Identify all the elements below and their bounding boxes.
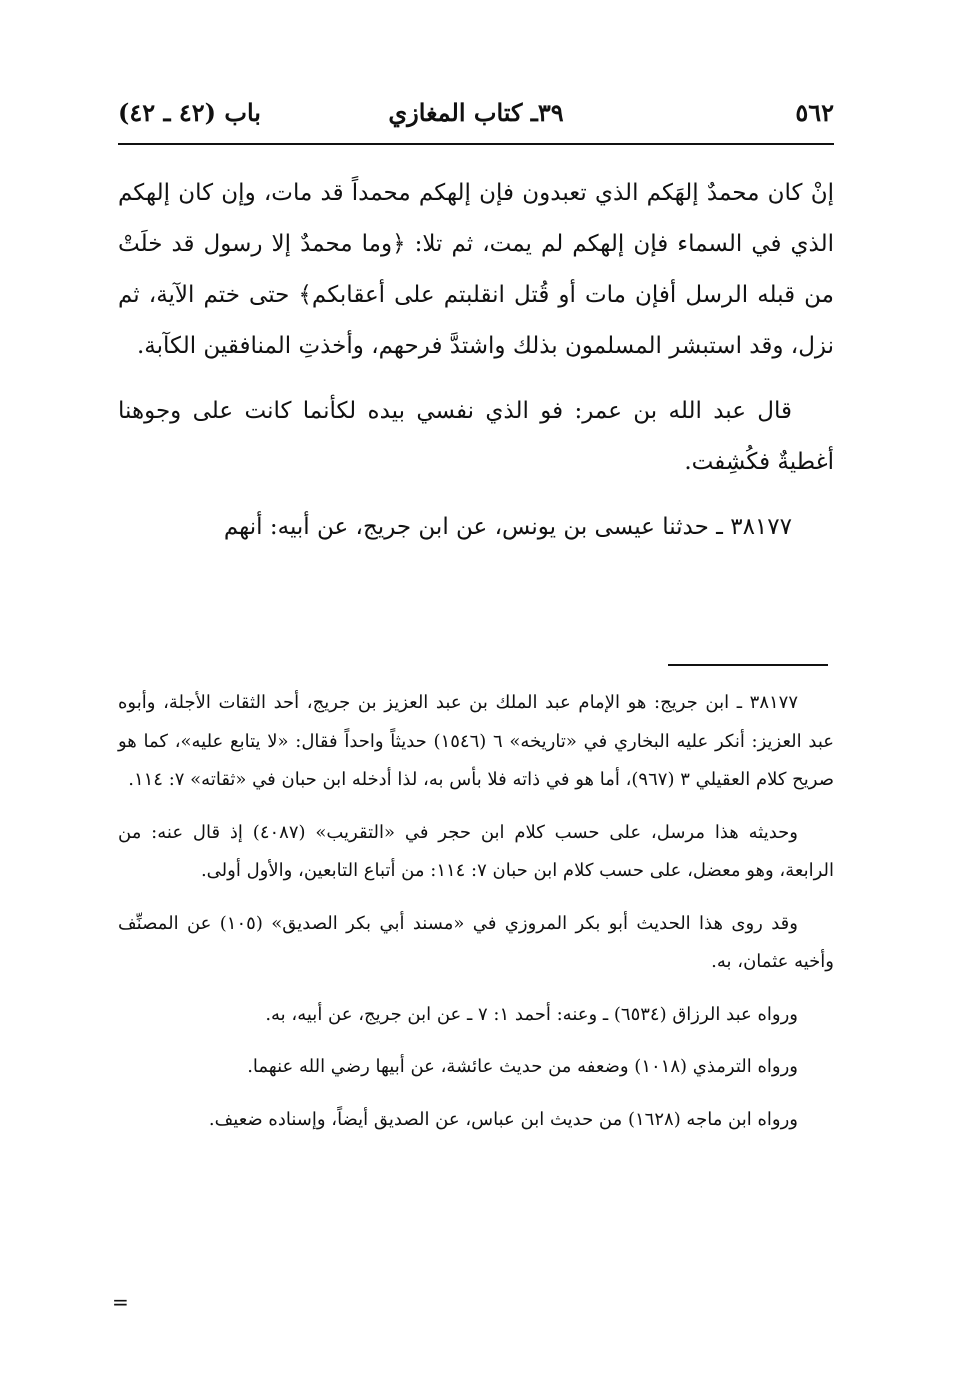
footnote-paragraph: ورواه عبد الرزاق (٦٥٣٤) ـ وعنه: أحمد ١: ٧ ـ عن ابن جريج، عن أبيه، به. — [265, 1003, 798, 1025]
footnote-paragraph: ورواه ابن ماجه (١٦٢٨) من حديث ابن عباس، عن الصديق أيضاً، وإسناده ضعيف. — [208, 1108, 798, 1130]
footnote-paragraph: ورواه الترمذي (١٠١٨) وضعفه من حديث عائشة، عن أبيها رضي الله عنهما. — [247, 1056, 798, 1077]
book-title: ٣٩ـ كتاب المغازي — [388, 98, 564, 127]
main-text — [118, 168, 834, 553]
header-rule — [118, 143, 834, 145]
footnotes — [118, 684, 834, 1153]
main-paragraph: إنْ كان محمدٌ إلهَكم الذي تعبدون فإن إلهكم محمداً قد مات، وإن كان إلهكم الذي في السماء فإن إلهكم لم يمت، ثم تلا: ﴿وما محمدٌ إلا رسول قد خلَتْ من قبله الرسل أفإن مات أو قُتل انقلبتم على أعقابكم﴾ حتى ختم الآية، ثم نزل، وقد استبشر المسلمون بذلك واشتدَّ فرحهم، وأخذتِ المنافقين الكآبة. — [118, 180, 834, 359]
footnote-paragraph: ٣٨١٧٧ ـ ابن جريج: هو الإمام عبد الملك بن عبد العزيز بن جريج، أحد الثقات الأجلة، وأبوه عبد العزيز: أنكر عليه البخاري في «تاريخه» ٦ (١٥٤٦) حديثاً واحداً فقال: «لا يتابع عليه»، كما هو صريح كلام العقيلي ٣ (٩٦٧)، أما هو في ذاته فلا بأس به، لذا أدخله ابن حبان في «ثقاته» ٧: ١١٤. — [118, 692, 834, 790]
running-header — [118, 98, 834, 134]
continuation-mark: = — [112, 1290, 129, 1314]
footnote-separator — [668, 664, 828, 666]
main-paragraph: ٣٨١٧٧ ـ حدثنا عيسى بن يونس، عن ابن جريج، عن أبيه: أنهم — [223, 514, 792, 540]
chapter-reference: باب (٤٢ ـ ٤٢) — [118, 98, 261, 127]
page-number: ٥٦٢ — [795, 98, 834, 127]
main-paragraph: قال عبد الله بن عمر: فو الذي نفسي بيده لكأنما كانت على وجوهنا أغطيةٌ فكُشِفت. — [118, 398, 834, 475]
footnote-paragraph: وحديثه هذا مرسل، على حسب كلام ابن حجر في «التقريب» (٤٠٨٧) إذ قال عنه: من الرابعة، وهو معضل، على حسب كلام ابن حبان ٧: ١١٤: من أتباع التابعين، والأول أولى. — [118, 821, 834, 881]
footnote-paragraph: وقد روى هذا الحديث أبو بكر المروزي في «مسند أبي بكر الصديق» (١٠٥) عن المصنِّف وأخيه عثمان، به. — [118, 912, 834, 972]
